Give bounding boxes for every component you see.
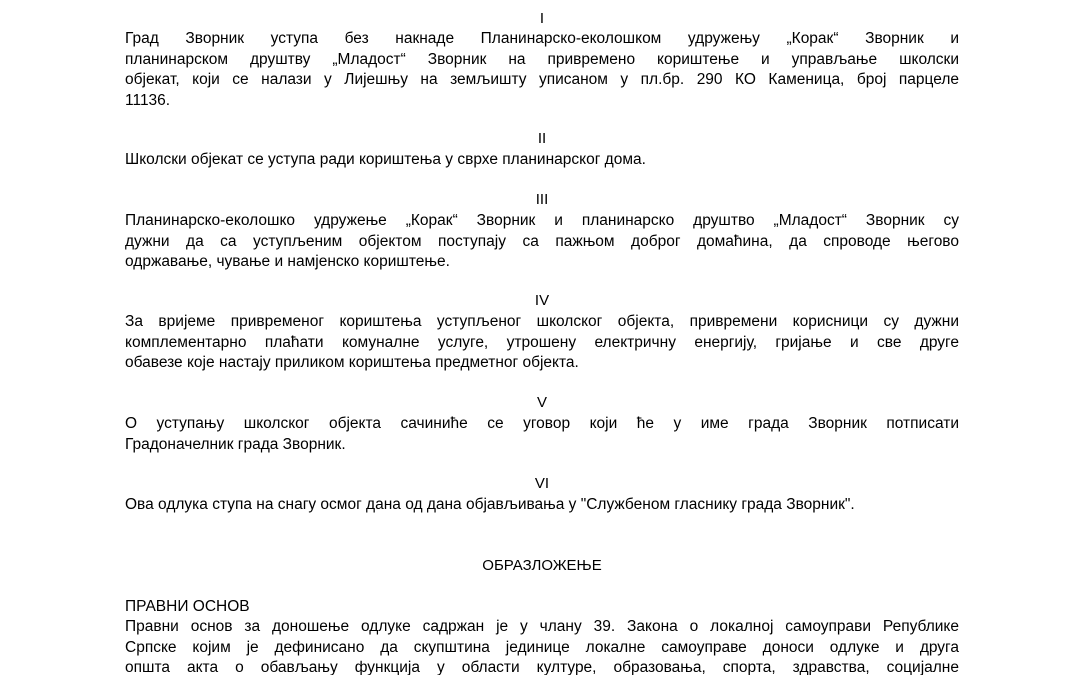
article-5-line-2: Градоначелник града Зворник. — [125, 435, 346, 453]
article-6-line-1: Ова одлука ступа на снагу осмог дана од дана објављивања у "Службеном гласнику града Зворник". — [125, 496, 855, 513]
article-numeral-4: IV — [534, 292, 550, 309]
legal-basis-subheading: ПРАВНИ ОСНОВ — [125, 598, 250, 615]
article-numeral-1: I — [539, 10, 545, 27]
article-4-line-1: За вријеме привременог кориштења уступљеног школског објекта, привремени корисници су дужни — [125, 313, 959, 330]
article-numeral-6: VI — [534, 475, 550, 492]
legal-basis-text — [125, 617, 959, 675]
article-5-line-1: О уступању школског објекта сачиниће се уговор који ће у име града Зворник потписати — [125, 415, 959, 432]
article-4-line-3: обавезе које настају приликом кориштења предметног објекта. — [125, 354, 579, 371]
article-numeral-5: V — [536, 394, 547, 411]
article-4-text — [125, 312, 959, 374]
legal-basis-line-3: општа акта о обављању функција у области културе, образовања, спорта, здравства, социјалне — [125, 659, 959, 675]
article-6-text — [125, 495, 959, 516]
article-3-line-2: дужни да са уступљеним објектом поступају са пажњом доброг домаћина, да спроводе његово — [125, 232, 959, 250]
article-3-text — [125, 211, 959, 273]
explanation-title: ОБРАЗЛОЖЕЊЕ — [482, 557, 602, 574]
article-4-line-2: комплементарно плаћати комуналне услуге, утрошену електричну енергију, гријање и све друге — [125, 333, 959, 351]
article-1-text — [125, 29, 959, 111]
article-2-text — [125, 150, 959, 171]
article-numeral-3: III — [535, 191, 549, 208]
article-1-line-3: објекат, који се налази у Лијешњу на земљишту уписаном у пл.бр. 290 КО Каменица, број парцеле — [125, 71, 959, 88]
legal-basis-line-2: Српске којим је дефинисано да скупштина јединице локалне самоуправе доноси одлуке и друга — [125, 638, 959, 656]
article-1-line-4: 11136. — [125, 91, 171, 109]
article-3-line-3: одржавање, чување и намјенско кориштење. — [125, 253, 450, 270]
legal-basis-line-1: Правни основ за доношење одлуке садржан је у члану 39. Закона о локалној самоуправи Републике — [125, 618, 959, 635]
article-1-line-1: Град Зворник уступа без накнаде Планинарско-еколошком удружењу „Корак“ Зворник и — [125, 30, 959, 47]
article-5-text — [125, 414, 959, 455]
article-numeral-2: II — [537, 130, 547, 147]
article-3-line-1: Планинарско-еколошко удружење „Корак“ Зворник и планинарско друштво „Младост“ Зворник су — [125, 212, 959, 229]
article-2-line-1: Школски објекат се уступа ради кориштења у сврхе планинарског дома. — [125, 151, 646, 168]
article-1-line-2: планинарском друштву „Младост“ Зворник на привремено кориштење и управљање школски — [125, 50, 959, 68]
